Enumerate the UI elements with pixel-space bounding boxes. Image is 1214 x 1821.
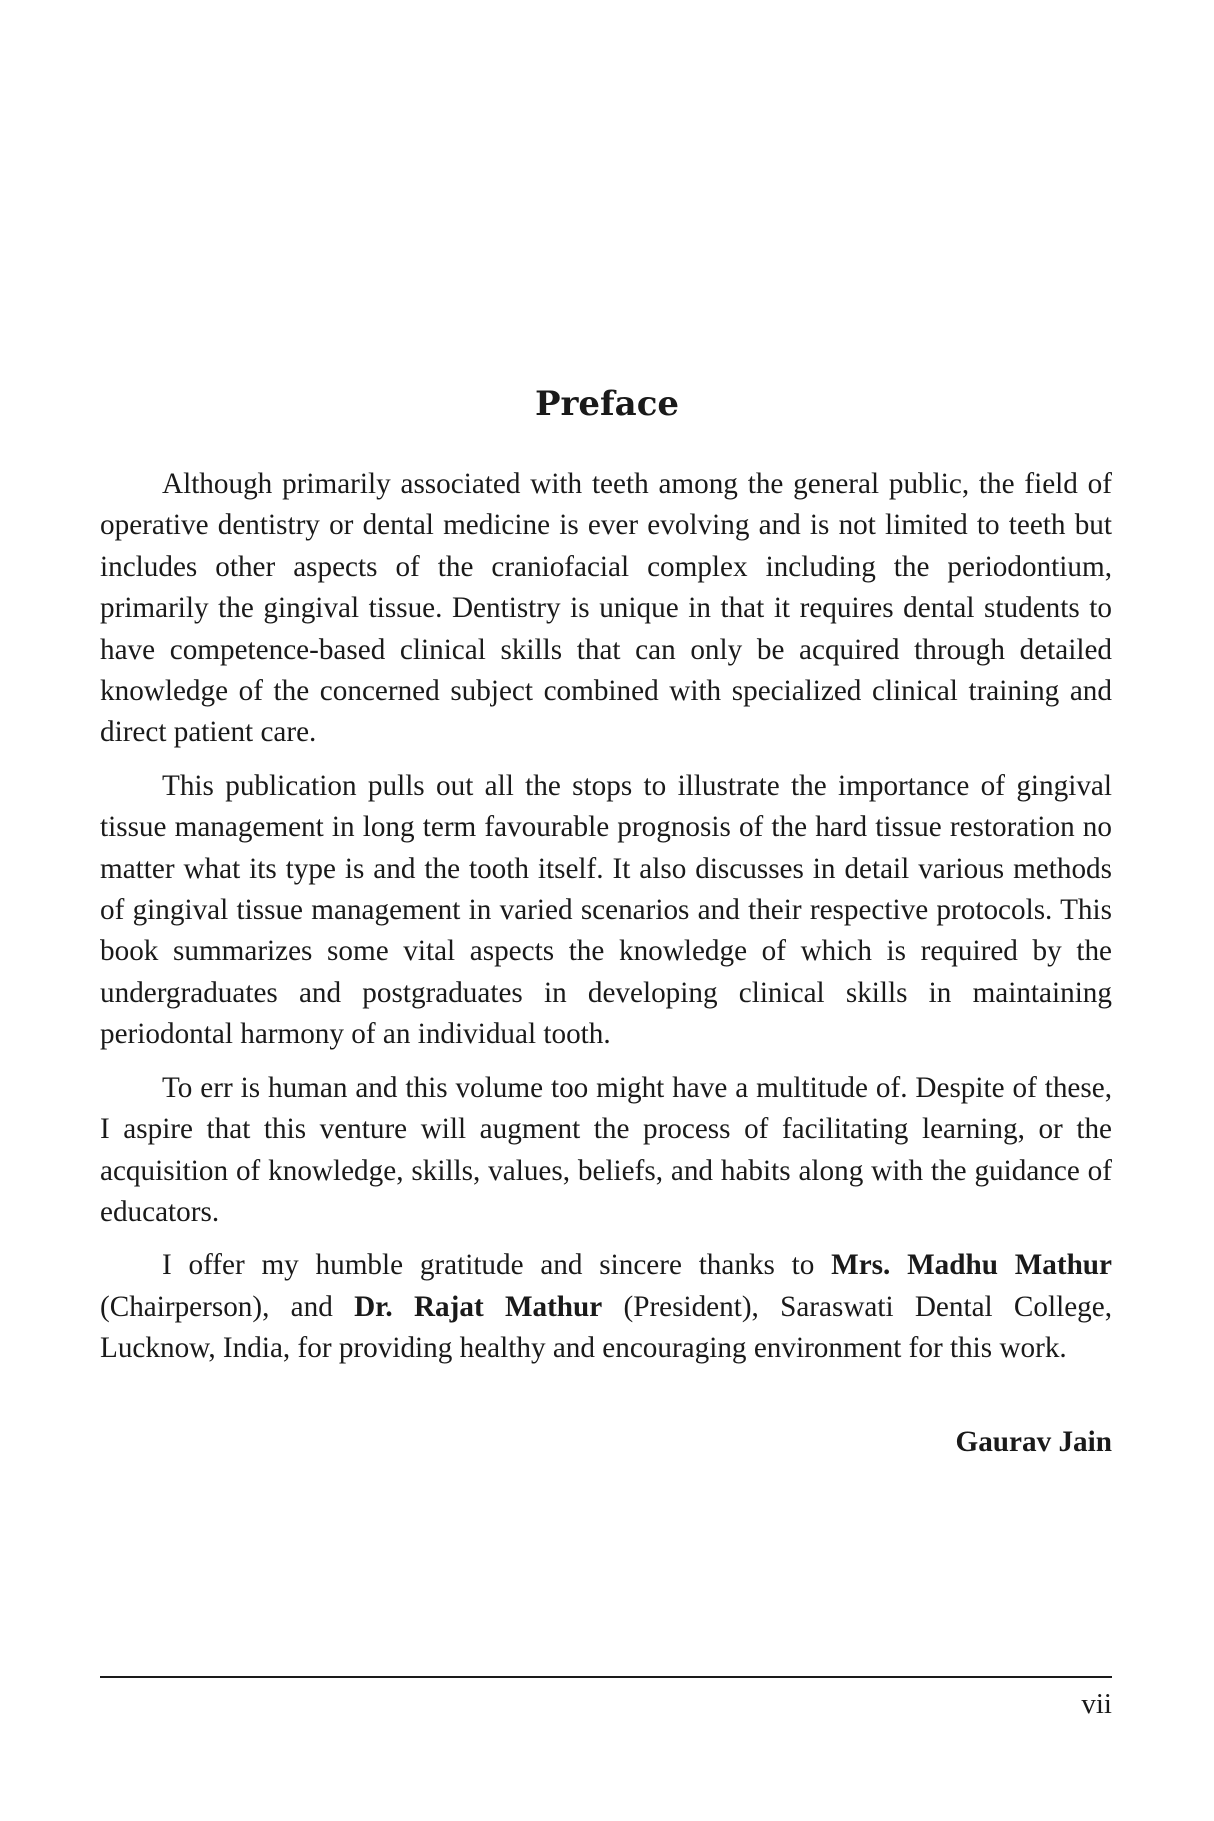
page-title: Preface — [534, 384, 680, 424]
paragraph-3: To err is human and this volume too might have a multitude of. Despite of these, I aspire that this venture will augment the process of facilitating learning, or the acquisition of knowledge, skills, values, beliefs, and habits along with the guidance of educators. — [100, 1071, 1112, 1228]
paragraph-2: This publication pulls out all the stops to illustrate the importance of gingival tissue management in long term favourable prognosis of the hard tissue restoration no matter what its type is and the tooth itself. It also discusses in detail various methods of gingival tissue management in varied scenarios and their respective protocols. This book summarizes some vital aspects the knowledge of which is required by the undergraduates and postgraduates in developing clinical skills in maintaining periodontal harmony of an individual tooth. — [100, 769, 1112, 1051]
acknowledgement-intro: I offer my humble gratitude and sincere thanks to — [162, 1249, 832, 1282]
paragraph-1: Although primarily associated with teeth among the general public, the field of operative dentistry or dental medicine is ever evolving and is not limited to teeth but includes other aspects of the craniofacial complex including the periodontium, primarily the gingival tissue. Dentistry is unique in that it requires dental students to have competence-based clinical skills that can only be acquired through detailed knowledge of the concerned subject combined with specialized clinical training and direct patient care. — [100, 468, 1112, 749]
chairperson-role: (Chairperson), and — [100, 1290, 355, 1323]
president-name: Dr. Rajat Mathur — [354, 1290, 603, 1323]
page-number: vii — [1081, 1688, 1112, 1720]
acknowledgement-closing: (President), Saraswati Dental College, Lucknow, India, for providing healthy and encouraging environment for this work. — [100, 1290, 1112, 1365]
preface-body — [100, 464, 1112, 1382]
chairperson-name: Mrs. Madhu Mathur — [831, 1249, 1112, 1282]
footer-divider — [100, 1676, 1112, 1678]
author-signature: Gaurav Jain — [955, 1426, 1112, 1458]
acknowledgement-paragraph — [100, 1245, 1112, 1369]
